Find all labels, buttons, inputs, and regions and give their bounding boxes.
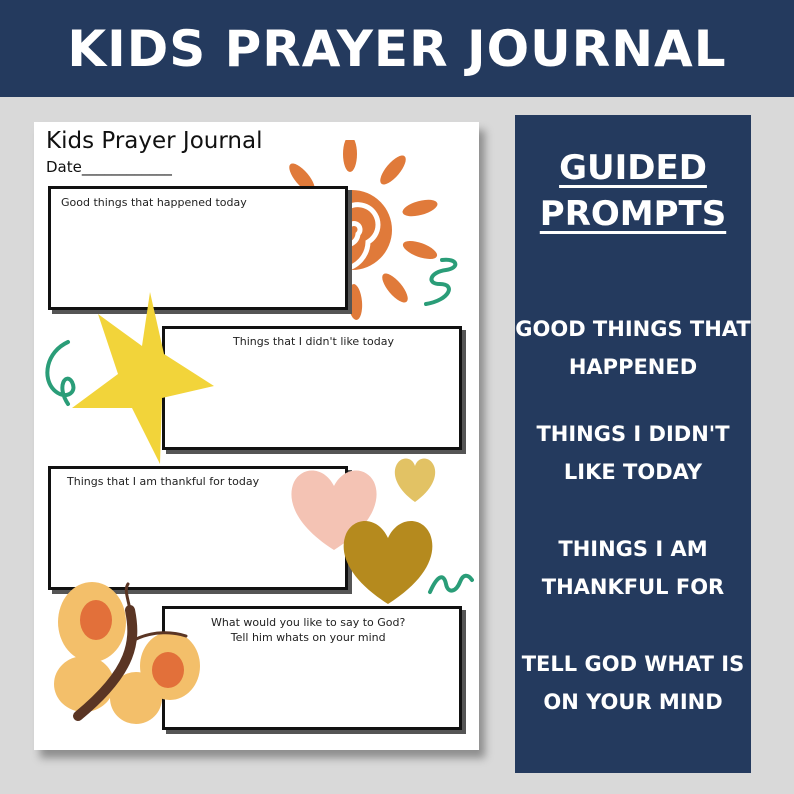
prompt-line: HAPPENED: [568, 355, 698, 379]
butterfly-icon: [44, 580, 214, 730]
prompt-line: LIKE TODAY: [563, 460, 703, 484]
worksheet-title: Kids Prayer Journal: [46, 128, 263, 154]
prompt-line: GOOD THINGS THAT: [515, 317, 751, 341]
heart-icon: [392, 454, 438, 504]
didnt-like-label: Things that I didn't like today: [233, 335, 394, 348]
swirl-icon: [420, 254, 464, 308]
panel-heading: [515, 145, 751, 237]
say-to-god-line2: Tell him whats on your mind: [230, 631, 386, 644]
prompt-line: THANKFUL FOR: [541, 575, 725, 599]
prompt-line: ON YOUR MIND: [543, 690, 723, 714]
prompt-thankful: [515, 530, 751, 606]
heart-icon: [338, 508, 438, 608]
prompt-good-things: [515, 310, 751, 386]
prompt-line: THINGS I DIDN'T: [536, 422, 730, 446]
thankful-label: Things that I am thankful for today: [67, 475, 260, 488]
prompt-didnt-like: [515, 415, 751, 491]
banner-title: KIDS PRAYER JOURNAL: [67, 19, 727, 78]
good-things-label: Good things that happened today: [61, 196, 247, 209]
date-field: Date____________: [46, 158, 172, 176]
panel-heading-line1: GUIDED: [559, 148, 707, 188]
say-to-god-line1: What would you like to say to God?: [211, 616, 406, 629]
star-icon: [68, 288, 218, 468]
say-to-god-label: [211, 615, 405, 645]
swirl-icon: [426, 570, 474, 596]
prompt-tell-god: [515, 645, 751, 721]
guided-prompts-panel: [515, 115, 751, 773]
prompt-line: TELL GOD WHAT IS: [521, 652, 745, 676]
panel-heading-line2: PROMPTS: [539, 194, 727, 234]
journal-worksheet: [34, 122, 479, 750]
swirl-icon: [38, 338, 82, 410]
prompt-line: THINGS I AM: [558, 537, 708, 561]
banner: [0, 0, 794, 97]
